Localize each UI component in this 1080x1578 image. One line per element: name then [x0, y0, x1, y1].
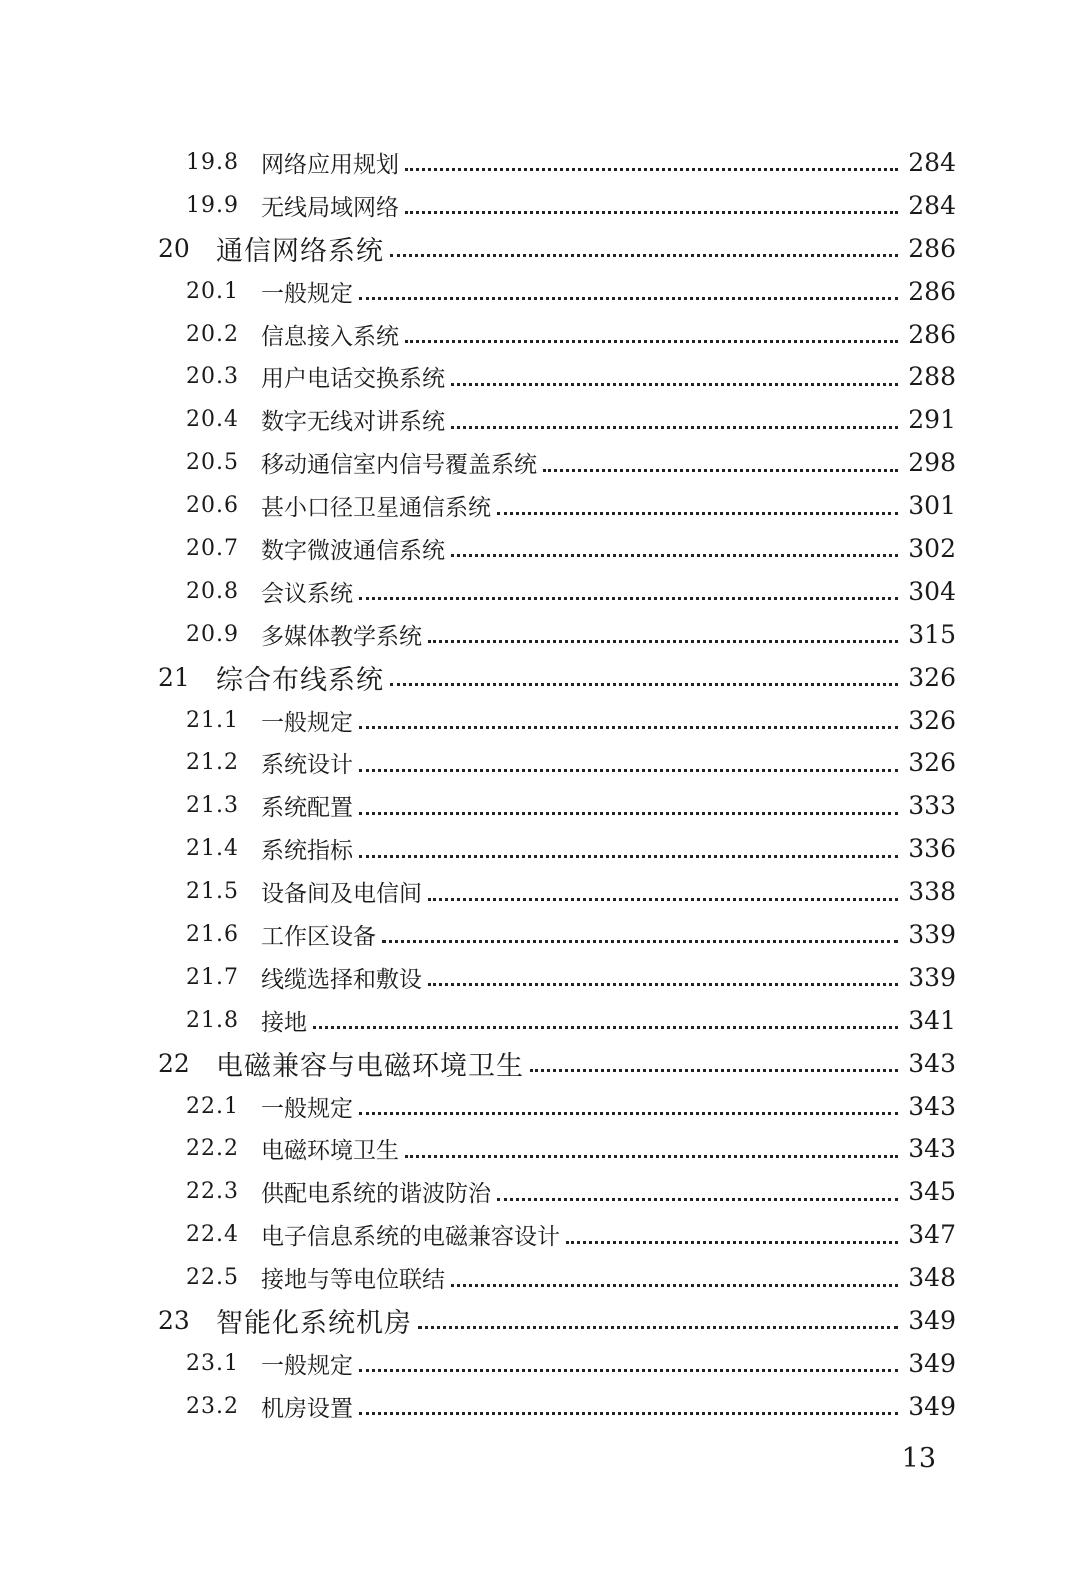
toc-section-row — [0, 784, 1080, 827]
toc-entry-number: 21.3 — [186, 793, 239, 819]
toc-entry-number: 20.3 — [186, 364, 239, 390]
toc-entry-page: 301 — [908, 491, 956, 521]
toc-entry-number: 22 — [158, 1048, 190, 1078]
toc-entry-page: 349 — [908, 1305, 956, 1335]
toc-entry-number: 20.6 — [186, 493, 239, 519]
toc-section-row — [0, 570, 1080, 613]
dot-leader — [359, 1365, 898, 1372]
toc-entry-title: 电磁兼容与电磁环境卫生 — [216, 1050, 524, 1082]
toc-entry-title: 数字微波通信系统 — [261, 537, 445, 564]
toc-entry-page: 291 — [908, 405, 956, 435]
toc-section-row — [0, 999, 1080, 1042]
toc-entry-page: 326 — [908, 705, 956, 735]
toc-chapter-row — [0, 656, 1080, 699]
dot-leader — [390, 679, 898, 686]
toc-entry-number: 21.5 — [186, 879, 239, 905]
toc-entry-page: 336 — [908, 834, 956, 864]
toc-entry-page: 284 — [908, 147, 956, 177]
toc-section-row — [0, 141, 1080, 184]
toc-entry-number: 21.4 — [186, 836, 239, 862]
toc-entry-title: 综合布线系统 — [216, 664, 384, 696]
page-number: 13 — [901, 1443, 936, 1474]
toc-entry-page: 343 — [908, 1091, 956, 1121]
toc-entry-number: 20 — [158, 233, 190, 263]
toc-section-row — [0, 184, 1080, 227]
dot-leader — [497, 1194, 898, 1201]
toc-entry-number: 20.7 — [186, 535, 239, 561]
toc-section-row — [0, 1127, 1080, 1170]
dot-leader — [566, 1237, 898, 1244]
toc-entry-page: 286 — [908, 319, 956, 349]
dot-leader — [405, 1151, 898, 1158]
toc-entry-title: 供配电系统的谐波防治 — [261, 1181, 491, 1208]
toc-entry-page: 326 — [908, 662, 956, 692]
toc-section-row — [0, 313, 1080, 356]
toc-entry-page: 341 — [908, 1005, 956, 1035]
toc-section-row — [0, 1170, 1080, 1213]
toc-entry-number: 22.1 — [186, 1093, 239, 1119]
dot-leader — [543, 465, 898, 472]
toc-section-row — [0, 355, 1080, 398]
toc-entry-page: 343 — [908, 1048, 956, 1078]
toc-section-row — [0, 398, 1080, 441]
dot-leader — [359, 593, 898, 600]
dot-leader — [382, 936, 898, 943]
toc-entry-title: 接地 — [261, 1009, 307, 1036]
toc-entry-page: 345 — [908, 1177, 956, 1207]
dot-leader — [359, 765, 898, 772]
dot-leader — [497, 508, 898, 515]
dot-leader — [451, 550, 898, 557]
toc-entry-number: 21.8 — [186, 1007, 239, 1033]
toc-entry-page: 288 — [908, 362, 956, 392]
dot-leader — [405, 336, 898, 343]
toc-entry-number: 20.2 — [186, 321, 239, 347]
toc-entry-number: 23.1 — [186, 1350, 239, 1376]
dot-leader — [405, 164, 898, 171]
toc-entry-title: 网络应用规划 — [261, 151, 399, 178]
toc-entry-page: 284 — [908, 190, 956, 220]
dot-leader — [405, 207, 898, 214]
toc-entry-title: 一般规定 — [261, 1095, 353, 1122]
toc-section-row — [0, 527, 1080, 570]
toc-entry-page: 349 — [908, 1348, 956, 1378]
table-of-contents — [0, 141, 1080, 1428]
dot-leader — [359, 851, 898, 858]
dot-leader — [451, 379, 898, 386]
dot-leader — [359, 722, 898, 729]
toc-section-row — [0, 1085, 1080, 1128]
toc-entry-number: 21.7 — [186, 964, 239, 990]
toc-entry-title: 一般规定 — [261, 280, 353, 307]
toc-chapter-row — [0, 227, 1080, 270]
dot-leader — [428, 636, 898, 643]
toc-entry-number: 19.8 — [186, 149, 239, 175]
toc-entry-title: 一般规定 — [261, 709, 353, 736]
toc-section-row — [0, 827, 1080, 870]
toc-entry-number: 19.9 — [186, 192, 239, 218]
toc-entry-title: 系统设计 — [261, 752, 353, 779]
toc-entry-number: 20.5 — [186, 450, 239, 476]
dot-leader — [530, 1065, 898, 1072]
toc-entry-page: 298 — [908, 448, 956, 478]
toc-entry-title: 电磁环境卫生 — [261, 1138, 399, 1165]
toc-section-row — [0, 870, 1080, 913]
toc-entry-title: 智能化系统机房 — [216, 1307, 412, 1339]
dot-leader — [313, 1022, 898, 1029]
dot-leader — [418, 1322, 898, 1329]
toc-entry-number: 20.1 — [186, 278, 239, 304]
toc-entry-title: 设备间及电信间 — [261, 881, 422, 908]
toc-entry-title: 机房设置 — [261, 1395, 353, 1422]
toc-entry-title: 信息接入系统 — [261, 323, 399, 350]
toc-entry-title: 电子信息系统的电磁兼容设计 — [261, 1224, 560, 1251]
toc-entry-page: 333 — [908, 791, 956, 821]
dot-leader — [359, 293, 898, 300]
toc-entry-title: 系统指标 — [261, 838, 353, 865]
toc-chapter-row — [0, 1042, 1080, 1085]
toc-entry-number: 21 — [158, 662, 190, 692]
dot-leader — [359, 1108, 898, 1115]
toc-entry-page: 286 — [908, 233, 956, 263]
toc-entry-title: 数字无线对讲系统 — [261, 409, 445, 436]
toc-section-row — [0, 1385, 1080, 1428]
toc-entry-title: 工作区设备 — [261, 923, 376, 950]
toc-entry-number: 23.2 — [186, 1393, 239, 1419]
toc-entry-page: 286 — [908, 276, 956, 306]
dot-leader — [359, 1408, 898, 1415]
toc-entry-number: 22.5 — [186, 1265, 239, 1291]
toc-entry-number: 22.4 — [186, 1222, 239, 1248]
toc-entry-page: 326 — [908, 748, 956, 778]
toc-section-row — [0, 270, 1080, 313]
toc-entry-title: 会议系统 — [261, 580, 353, 607]
toc-entry-number: 20.4 — [186, 407, 239, 433]
toc-section-row — [0, 1342, 1080, 1385]
dot-leader — [451, 422, 898, 429]
dot-leader — [451, 1280, 898, 1287]
toc-entry-page: 304 — [908, 576, 956, 606]
toc-section-row — [0, 956, 1080, 999]
toc-entry-number: 22.2 — [186, 1136, 239, 1162]
toc-entry-page: 347 — [908, 1220, 956, 1250]
dot-leader — [359, 808, 898, 815]
toc-entry-title: 用户电话交换系统 — [261, 366, 445, 393]
toc-section-row — [0, 441, 1080, 484]
toc-entry-title: 系统配置 — [261, 795, 353, 822]
toc-entry-page: 343 — [908, 1134, 956, 1164]
toc-entry-page: 302 — [908, 533, 956, 563]
toc-entry-number: 22.3 — [186, 1179, 239, 1205]
toc-entry-page: 339 — [908, 919, 956, 949]
toc-entry-page: 348 — [908, 1263, 956, 1293]
toc-section-row — [0, 741, 1080, 784]
toc-entry-title: 移动通信室内信号覆盖系统 — [261, 452, 537, 479]
dot-leader — [390, 250, 898, 257]
toc-entry-number: 21.2 — [186, 750, 239, 776]
toc-entry-page: 315 — [908, 619, 956, 649]
toc-entry-number: 23 — [158, 1305, 190, 1335]
toc-entry-title: 无线局域网络 — [261, 194, 399, 221]
toc-chapter-row — [0, 1299, 1080, 1342]
toc-entry-title: 线缆选择和敷设 — [261, 966, 422, 993]
toc-entry-number: 20.9 — [186, 621, 239, 647]
dot-leader — [428, 894, 898, 901]
toc-entry-number: 20.8 — [186, 578, 239, 604]
toc-section-row — [0, 484, 1080, 527]
toc-entry-title: 一般规定 — [261, 1352, 353, 1379]
toc-entry-title: 接地与等电位联结 — [261, 1267, 445, 1294]
toc-entry-title: 多媒体教学系统 — [261, 623, 422, 650]
toc-section-row — [0, 1256, 1080, 1299]
toc-entry-page: 349 — [908, 1391, 956, 1421]
toc-entry-number: 21.6 — [186, 921, 239, 947]
toc-section-row — [0, 913, 1080, 956]
toc-section-row — [0, 699, 1080, 742]
toc-section-row — [0, 613, 1080, 656]
toc-entry-page: 339 — [908, 962, 956, 992]
toc-entry-title: 通信网络系统 — [216, 235, 384, 267]
toc-entry-page: 338 — [908, 877, 956, 907]
toc-entry-number: 21.1 — [186, 707, 239, 733]
toc-entry-title: 甚小口径卫星通信系统 — [261, 495, 491, 522]
toc-section-row — [0, 1213, 1080, 1256]
dot-leader — [428, 979, 898, 986]
